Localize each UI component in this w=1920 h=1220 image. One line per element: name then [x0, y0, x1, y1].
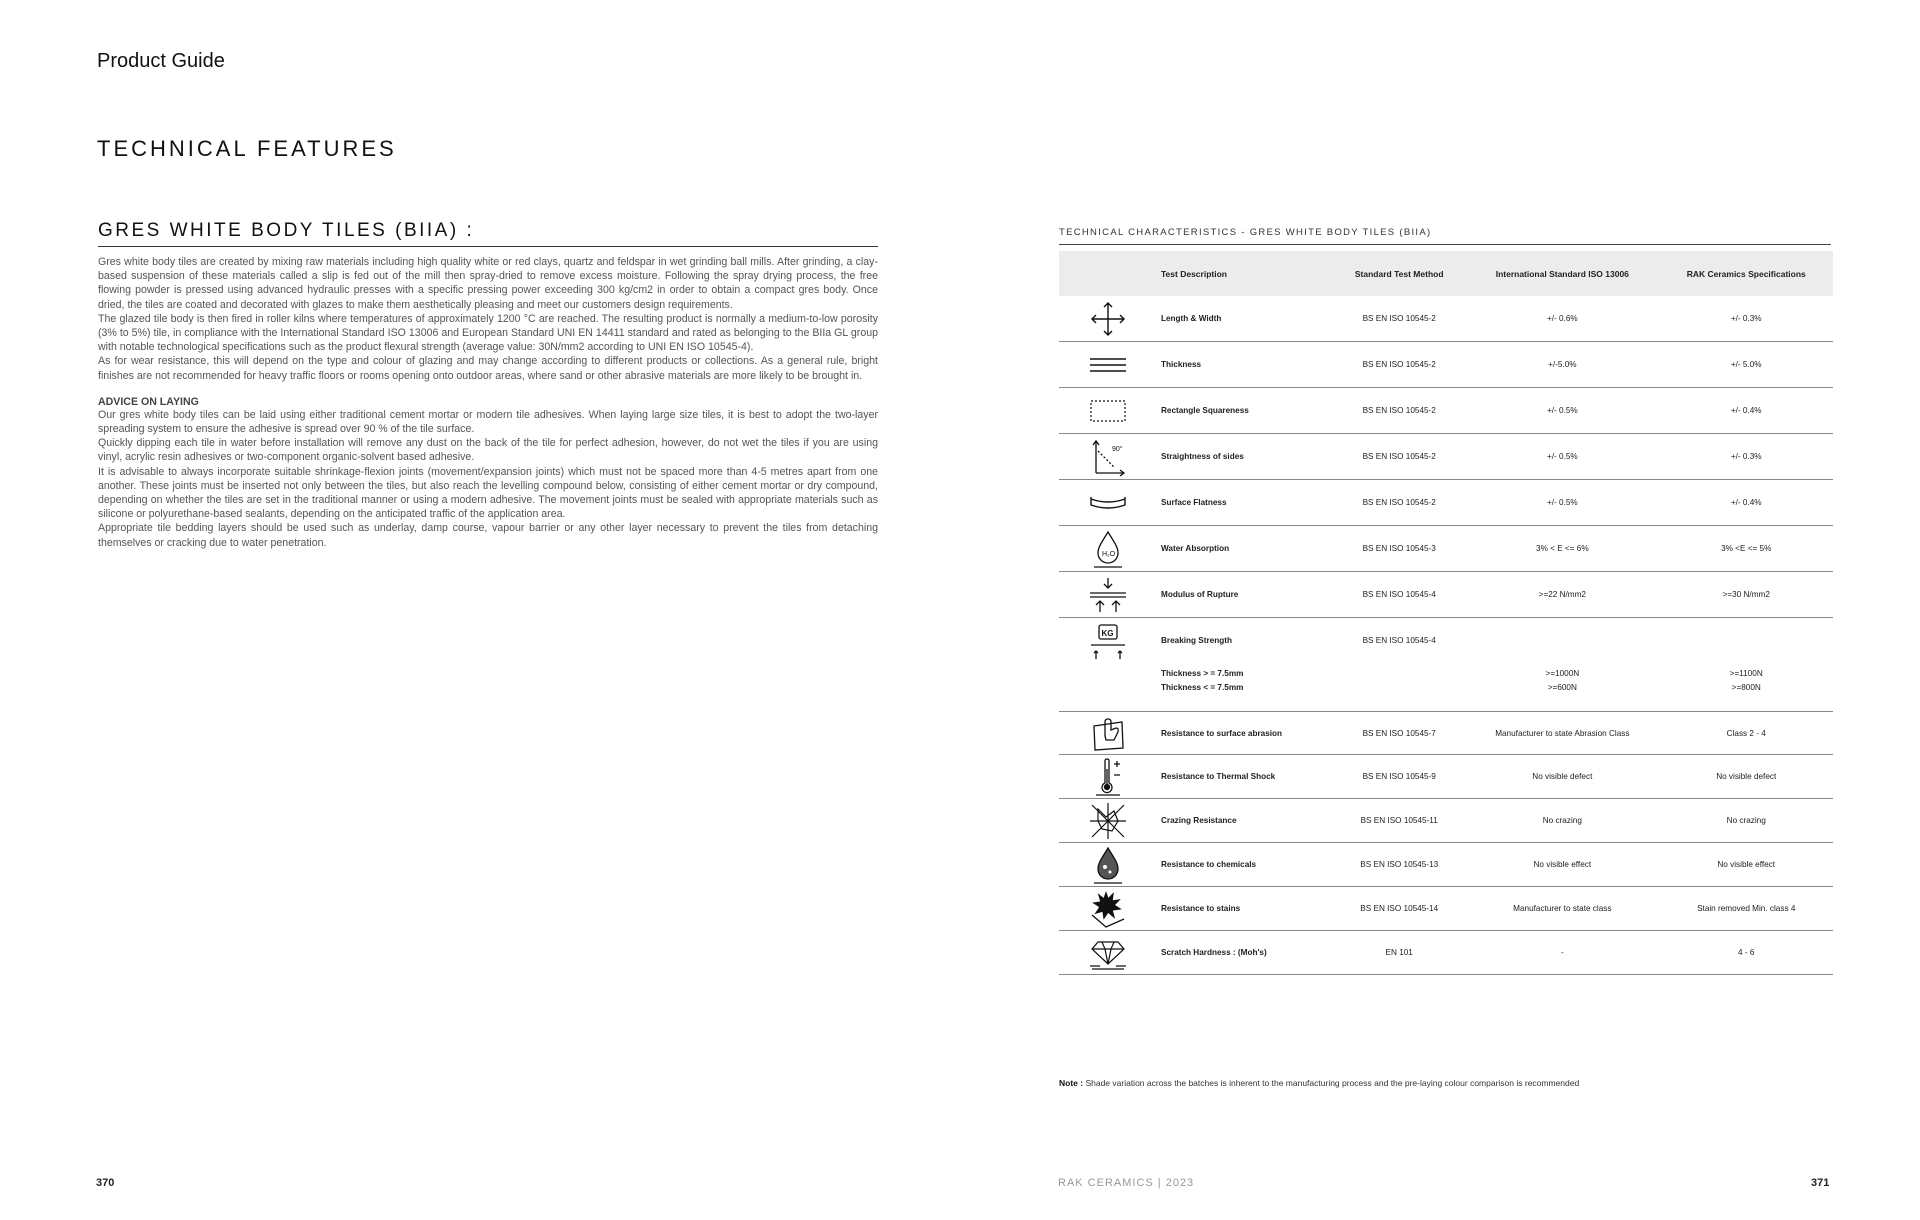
technical-table-section [1059, 227, 1831, 975]
advice-paragraph: Our gres white body tiles can be laid using either traditional cement mortar or modern tile adhesives. When laying large size tiles, it is best to adopt the two-layer spreading system to ensure the adhesive is spread over 90 % of the tile surface. [98, 408, 878, 436]
iso-value: No crazing [1465, 799, 1659, 843]
test-description: Breaking Strength [1161, 636, 1232, 645]
column-header: Test Description [1157, 251, 1333, 296]
crazing-crack-icon [1059, 799, 1157, 843]
table-row [1059, 887, 1833, 931]
test-description: Length & Width [1157, 296, 1333, 342]
test-description: Scratch Hardness : (Moh's) [1157, 931, 1333, 975]
test-description: Modulus of Rupture [1157, 572, 1333, 618]
stain-splash-icon [1059, 887, 1157, 931]
svg-text:90°: 90° [1112, 445, 1123, 453]
table-header-row [1059, 251, 1833, 296]
standard-method: BS EN ISO 10545-2 [1333, 434, 1465, 480]
iso-value: +/- 0.5% [1465, 480, 1659, 526]
standard-method: BS EN ISO 10545-4 [1333, 572, 1465, 618]
water-drop-icon [1059, 526, 1157, 572]
iso-value: - [1465, 931, 1659, 975]
standard-method: BS EN ISO 10545-2 [1333, 480, 1465, 526]
table-row [1059, 755, 1833, 799]
table-row [1059, 342, 1833, 388]
rak-value: +/- 5.0% [1659, 342, 1833, 388]
iso-value: +/- 0.6% [1465, 296, 1659, 342]
iso-value: Manufacturer to state Abrasion Class [1465, 712, 1659, 755]
rak-value [1659, 618, 1833, 664]
rak-value: Class 2 - 4 [1659, 712, 1833, 755]
product-guide-label: Product Guide [97, 50, 225, 72]
iso-value: >=600N [1465, 683, 1659, 712]
dashed-rectangle-icon [1059, 388, 1157, 434]
subtitle: GRES WHITE BODY TILES (BIIA) : [98, 220, 878, 247]
test-description: Thickness [1157, 342, 1333, 388]
table-row [1059, 572, 1833, 618]
rupture-arrows-icon [1059, 572, 1157, 618]
table-row [1059, 296, 1833, 342]
thermometer-icon [1059, 755, 1157, 799]
column-header: International Standard ISO 13006 [1465, 251, 1659, 296]
test-description: Thickness < = 7.5mm [1157, 683, 1333, 712]
table-subrow [1059, 663, 1833, 683]
curved-surface-icon [1059, 480, 1157, 526]
rak-value: +/- 0.4% [1659, 480, 1833, 526]
test-description: Resistance to chemicals [1157, 843, 1333, 887]
rak-value: >=30 N/mm2 [1659, 572, 1833, 618]
standard-method [1333, 683, 1465, 712]
thickness-lines-icon [1059, 342, 1157, 388]
test-description: Resistance to stains [1157, 887, 1333, 931]
note-label: Note : [1059, 1078, 1084, 1088]
rak-value: No crazing [1659, 799, 1833, 843]
table-note [1059, 1078, 1579, 1088]
kg-weight-icon [1059, 618, 1157, 664]
column-header: RAK Ceramics Specifications [1659, 251, 1833, 296]
rak-value: >=800N [1659, 683, 1833, 712]
rak-value: >=1100N [1729, 668, 1763, 678]
iso-value: No visible defect [1465, 755, 1659, 799]
iso-value: +/- 0.5% [1465, 388, 1659, 434]
note-text: Shade variation across the batches is inherent to the manufacturing process and the pre-laying colour comparison is recommended [1083, 1078, 1580, 1088]
diamond-icon [1059, 931, 1157, 975]
table-row [1059, 480, 1833, 526]
standard-method: BS EN ISO 10545-2 [1333, 296, 1465, 342]
arrows-cross-icon [1059, 296, 1157, 342]
standard-method: BS EN ISO 10545-3 [1333, 526, 1465, 572]
table-caption: TECHNICAL CHARACTERISTICS - GRES WHITE BODY TILES (BIIA) [1059, 227, 1831, 245]
test-description: Straightness of sides [1157, 434, 1333, 480]
test-description: Resistance to surface abrasion [1157, 712, 1333, 755]
intro-paragraph: As for wear resistance, this will depend on the type and colour of glazing and may change according to different products or collections. As a general rule, bright finishes are not recommended for heavy traffic floors or rooms opening onto outdoor areas, where sand or other abrasive materials are more likely to be brought in. [98, 355, 878, 382]
right-angle-icon [1059, 434, 1157, 480]
advice-paragraph: It is advisable to always incorporate suitable shrinkage-flexion joints (movement/expansion joints) which must not be spaced more than 4-5 metres apart from one another. These joints must be inserted not only between the tiles, but also reach the levelling compound below, consisting of either cement mortar or dry compound, depending on whether the tiles are set in the traditional manner or using a modern adhesive. The movement joints must be sealed with appropriate materials such as silicone or polyurethane-based sealants, depending on the anticipated traffic of the application area. [98, 465, 878, 521]
standard-method: BS EN ISO 10545-9 [1333, 755, 1465, 799]
iso-value: Manufacturer to state class [1465, 887, 1659, 931]
iso-value: >=22 N/mm2 [1465, 572, 1659, 618]
svg-text:KG: KG [1101, 628, 1114, 638]
advice-heading: ADVICE ON LAYING [98, 395, 199, 408]
intro-paragraph: The glazed tile body is then fired in roller kilns where temperatures of approximately 1200 °C are reached. The resulting product is normally a medium-to-low porosity (3% to 5%) tile, in compliance with the International Standard ISO 13006 and European Standard UNI EN 14411 standard and rated as belonging to the BIIa GL group with notable technological specifications such as the product flexural strength (average value: 30N/mm2 according to UNI EN ISO 10545-4). [98, 312, 878, 354]
standard-method: BS EN ISO 10545-2 [1333, 388, 1465, 434]
rak-value: Stain removed Min. class 4 [1659, 887, 1833, 931]
iso-value: No visible effect [1465, 843, 1659, 887]
column-header: Standard Test Method [1333, 251, 1465, 296]
rak-value: +/- 0.3% [1659, 296, 1833, 342]
standard-method: BS EN ISO 10545-11 [1333, 799, 1465, 843]
standard-method: BS EN ISO 10545-13 [1333, 843, 1465, 887]
standard-method: BS EN ISO 10545-4 [1362, 636, 1436, 645]
left-column [98, 220, 878, 550]
standard-method: EN 101 [1333, 931, 1465, 975]
intro-paragraph: Gres white body tiles are created by mixing raw materials including high quality white or red clays, quartz and feldspar in wet grinding ball mills. After grinding, a clay-based suspension of these materials called a slip is fed out of the mill then spray-dried to remove excess moisture. Following the spray drying process, the free flowing powder is pressed using advanced hydraulic presses with a specific pressing power exceeding 300 kg/cm2 in order to obtain a compact gres body. Once dried, the tiles are coated and decorated with glazes to make them aesthetically pleasing and meet our customers design requirements. [98, 256, 878, 311]
table-row [1059, 712, 1833, 755]
test-description: Water Absorption [1157, 526, 1333, 572]
table-row [1059, 799, 1833, 843]
table-row [1059, 388, 1833, 434]
iso-value: 3% < E <= 6% [1465, 526, 1659, 572]
rak-value: 4 - 6 [1659, 931, 1833, 975]
iso-value: +/- 0.5% [1465, 434, 1659, 480]
icon-column-header [1059, 251, 1157, 296]
page-number-right: 371 [1811, 1177, 1830, 1189]
spec-table [1059, 251, 1833, 975]
advice-paragraph: Quickly dipping each tile in water before installation will remove any dust on the back of the tile for perfect adhesion, however, do not wet the tiles if you are using vinyl, acrylic resin adhesives or two-component organic-solvent based adhesive. [98, 437, 878, 464]
rak-value: No visible effect [1659, 843, 1833, 887]
table-row [1059, 434, 1833, 480]
iso-value [1465, 618, 1659, 664]
standard-method: BS EN ISO 10545-14 [1333, 887, 1465, 931]
standard-method [1333, 663, 1465, 683]
table-row [1059, 931, 1833, 975]
standard-method: BS EN ISO 10545-7 [1333, 712, 1465, 755]
test-description: Rectangle Squareness [1157, 388, 1333, 434]
rak-value: 3% <E <= 5% [1659, 526, 1833, 572]
rak-value: +/- 0.3% [1659, 434, 1833, 480]
svg-text:H₂O: H₂O [1102, 550, 1116, 558]
table-subrow [1059, 683, 1833, 712]
footer-brand: RAK CERAMICS | 2023 [1058, 1177, 1195, 1189]
rak-value: No visible defect [1659, 755, 1833, 799]
chemical-drop-icon [1059, 843, 1157, 887]
table-row [1059, 526, 1833, 572]
abrasion-hand-icon [1059, 712, 1157, 755]
rak-value: +/- 0.4% [1659, 388, 1833, 434]
test-description: Crazing Resistance [1157, 799, 1333, 843]
table-row [1059, 843, 1833, 887]
standard-method: BS EN ISO 10545-2 [1333, 342, 1465, 388]
test-description: Resistance to Thermal Shock [1157, 755, 1333, 799]
test-description: Thickness > = 7.5mm [1161, 668, 1244, 678]
section-title: TECHNICAL FEATURES [97, 136, 397, 161]
iso-value: +/-5.0% [1465, 342, 1659, 388]
advice-paragraph: Appropriate tile bedding layers should be used such as underlay, damp course, vapour barrier or any other layer necessary to prevent the tiles from detaching themselves or cracking due to water penetration. [98, 522, 878, 549]
page-number-left: 370 [96, 1177, 115, 1189]
table-row [1059, 618, 1833, 664]
test-description: Surface Flatness [1157, 480, 1333, 526]
iso-value: >=1000N [1545, 668, 1580, 678]
